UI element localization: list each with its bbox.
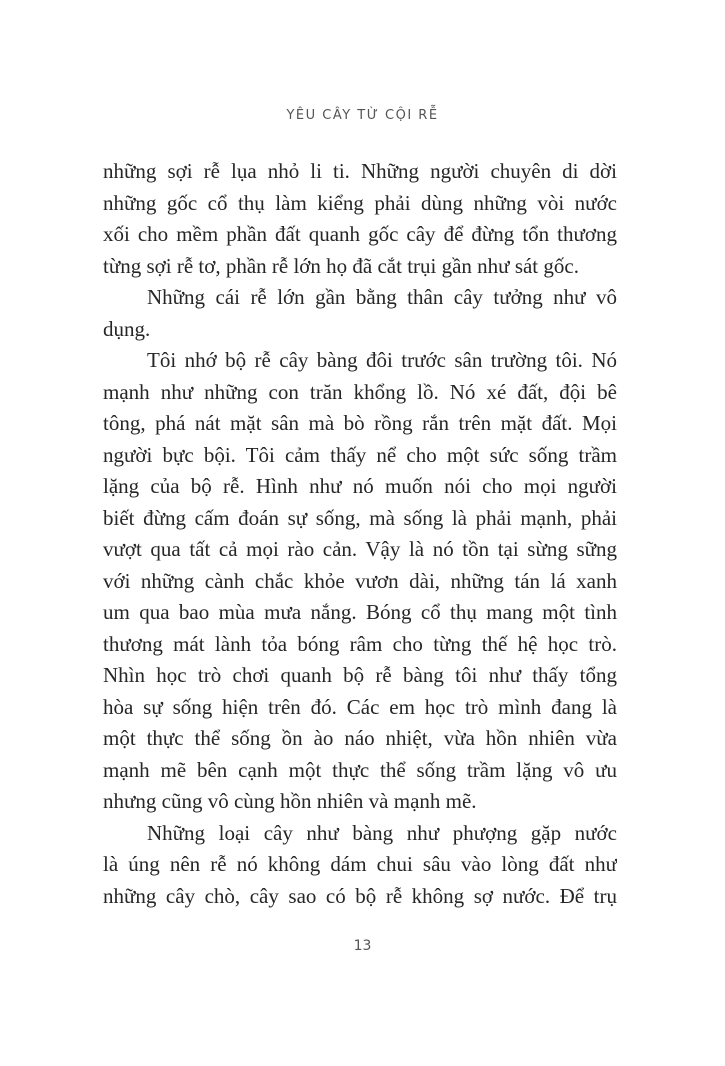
text-line: từng sợi rễ tơ, phần rễ lớn họ đã cắt trụi gần như sát gốc.: [103, 253, 579, 278]
text-line: um qua bao mùa mưa nắng. Bóng cổ thụ mang một tình: [103, 600, 617, 624]
text-line: với những cành chắc khỏe vươn dài, những tán lá xanh: [103, 568, 617, 593]
text-line: Những cái rễ lớn gần bằng thân cây tưởng như vô: [147, 285, 617, 309]
page-number: 13: [353, 938, 372, 954]
running-header-title: YÊU CÂY TỪ CỘI RỄ: [286, 108, 439, 123]
text-line: Nhìn học trò chơi quanh bộ rễ bàng tôi như thấy tổng: [103, 663, 617, 687]
text-line: những sợi rễ lụa nhỏ li ti. Những người chuyên di dời: [103, 159, 617, 183]
text-line: lặng của bộ rễ. Hình như nó muốn nói cho mọi người: [103, 474, 617, 498]
text-line: là úng nên rễ nó không dám chui sâu vào lòng đất như: [103, 852, 617, 876]
text-line: thương mát lành tỏa bóng râm cho từng thế hệ học trò.: [103, 631, 617, 656]
text-line: hòa sự sống hiện trên đó. Các em học trò mình đang là: [103, 694, 617, 719]
text-line: mạnh như những con trăn khổng lồ. Nó xé đất, đội bê: [103, 379, 617, 404]
text-line: những gốc cổ thụ làm kiểng phải dùng những vòi nước: [103, 190, 617, 215]
paragraph-2: [103, 282, 617, 345]
text-line: Tôi nhớ bộ rễ cây bàng đôi trước sân trường tôi. Nó: [147, 348, 617, 372]
text-line: người bực bội. Tôi cảm thấy nể cho một sức sống trầm: [103, 442, 617, 467]
body-text: [103, 156, 617, 912]
text-line: một thực thể sống ồn ào náo nhiệt, vừa hồn nhiên vừa: [103, 726, 617, 750]
text-line: tông, phá nát mặt sân mà bò rồng rắn trên mặt đất. Mọi: [103, 411, 617, 435]
text-line: xối cho mềm phần đất quanh gốc cây để đừng tổn thương: [103, 222, 617, 246]
text-line: mạnh mẽ bên cạnh một thực thể sống trầm lặng vô ưu: [103, 757, 617, 782]
text-line: vượt qua tất cả mọi rào cản. Vậy là nó tồn tại sừng sững: [103, 537, 617, 561]
text-line: những cây chò, cây sao có bộ rễ không sợ nước. Để trụ: [103, 883, 617, 908]
text-line: biết đừng cấm đoán sự sống, mà sống là phải mạnh, phải: [103, 505, 617, 530]
paragraph-3: [103, 345, 617, 818]
text-line: Những loại cây như bàng như phượng gặp nước: [147, 820, 617, 845]
paragraph-1: [103, 156, 617, 282]
paragraph-4: [103, 818, 617, 913]
text-line: dụng.: [103, 316, 151, 341]
text-line: nhưng cũng vô cùng hồn nhiên và mạnh mẽ.: [103, 789, 477, 813]
